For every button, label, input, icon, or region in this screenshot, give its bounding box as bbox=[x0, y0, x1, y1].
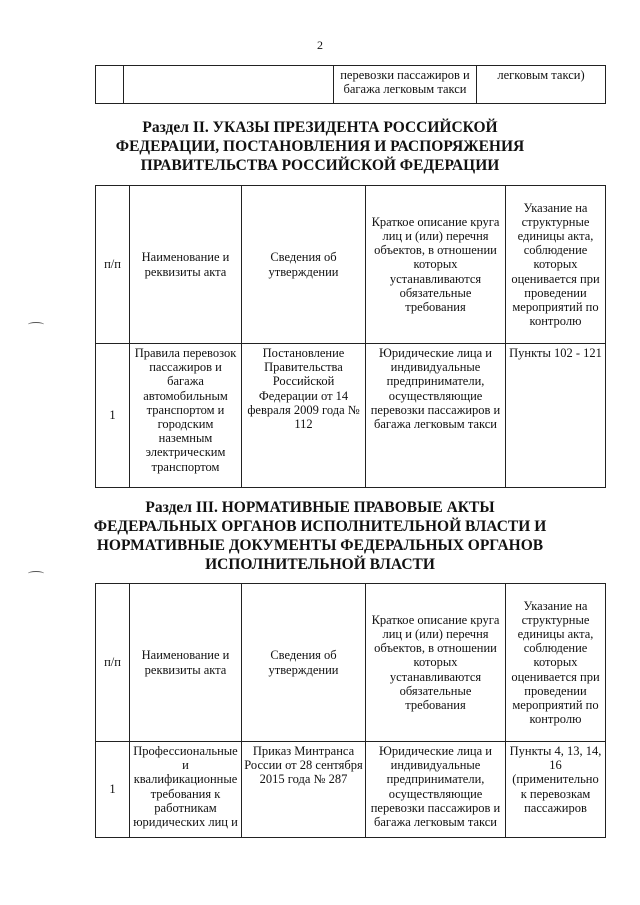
heading-line: Раздел II. УКАЗЫ ПРЕЗИДЕНТА РОССИЙСКОЙ bbox=[142, 119, 498, 136]
table-cell: Правила перевозок пассажиров и багажа автомобильным транспортом и городским наземным электрическим транспортом bbox=[130, 344, 242, 488]
section-3-heading bbox=[0, 498, 640, 574]
header-cell: Наименование и реквизиты акта bbox=[130, 186, 242, 344]
table-cell: Пункты 4, 13, 14, 16 (применительно к перевозкам пассажиров bbox=[506, 742, 606, 838]
header-cell: Указание на структурные единицы акта, соблюдение которых оценивается при проведении мероприятий по контролю bbox=[506, 584, 606, 742]
table-cell bbox=[96, 66, 124, 104]
table-cell: Юридические лица и индивидуальные предприниматели, осуществляющие перевозки пассажиров и багажа легковым такси bbox=[366, 742, 506, 838]
table-cell: легковым такси) bbox=[477, 66, 606, 104]
table-cell bbox=[124, 66, 334, 104]
header-row bbox=[96, 584, 606, 742]
page-number: 2 bbox=[317, 38, 323, 52]
heading-line: ИСПОЛНИТЕЛЬНОЙ ВЛАСТИ bbox=[205, 556, 435, 573]
table-cell: 1 bbox=[96, 742, 130, 838]
header-cell: Краткое описание круга лиц и (или) перечня объектов, в отношении которых устанавливаются обязательные требования bbox=[366, 186, 506, 344]
header-cell: Указание на структурные единицы акта, соблюдение которых оценивается при проведении мероприятий по контролю bbox=[506, 186, 606, 344]
table-cell: Приказ Минтранса России от 28 сентября 2015 года № 287 bbox=[242, 742, 366, 838]
header-cell: Сведения об утверждении bbox=[242, 584, 366, 742]
table-cell: Профессиональные и квалификационные требования к работникам юридических лиц и bbox=[130, 742, 242, 838]
section-2-heading bbox=[0, 118, 640, 175]
header-cell: Сведения об утверждении bbox=[242, 186, 366, 344]
table-cell: 1 bbox=[96, 344, 130, 488]
table-cell: перевозки пассажиров и багажа легковым такси bbox=[334, 66, 477, 104]
header-cell: п/п bbox=[96, 186, 130, 344]
margin-mark bbox=[28, 571, 44, 576]
heading-line: Раздел III. НОРМАТИВНЫЕ ПРАВОВЫЕ АКТЫ bbox=[145, 499, 495, 516]
header-row bbox=[96, 186, 606, 344]
margin-mark bbox=[28, 322, 44, 327]
section-3-table bbox=[95, 583, 606, 838]
header-cell: Краткое описание круга лиц и (или) перечня объектов, в отношении которых устанавливаются обязательные требования bbox=[366, 584, 506, 742]
table-row bbox=[96, 742, 606, 838]
heading-line: ПРАВИТЕЛЬСТВА РОССИЙСКОЙ ФЕДЕРАЦИИ bbox=[140, 157, 500, 174]
header-cell: п/п bbox=[96, 584, 130, 742]
table-row bbox=[96, 344, 606, 488]
section-2-table bbox=[95, 185, 606, 488]
heading-line: ФЕДЕРАЛЬНЫХ ОРГАНОВ ИСПОЛНИТЕЛЬНОЙ ВЛАСТИ И bbox=[93, 518, 547, 535]
heading-line: ФЕДЕРАЦИИ, ПОСТАНОВЛЕНИЯ И РАСПОРЯЖЕНИЯ bbox=[115, 138, 525, 155]
header-cell: Наименование и реквизиты акта bbox=[130, 584, 242, 742]
continuation-table bbox=[95, 65, 606, 104]
table-cell: Юридические лица и индивидуальные предприниматели, осуществляющие перевозки пассажиров и багажа легковым такси bbox=[366, 344, 506, 488]
table-cell: Постановление Правительства Российской Федерации от 14 февраля 2009 года № 112 bbox=[242, 344, 366, 488]
table-cell: Пункты 102 - 121 bbox=[506, 344, 606, 488]
heading-line: НОРМАТИВНЫЕ ДОКУМЕНТЫ ФЕДЕРАЛЬНЫХ ОРГАНОВ bbox=[96, 537, 544, 554]
